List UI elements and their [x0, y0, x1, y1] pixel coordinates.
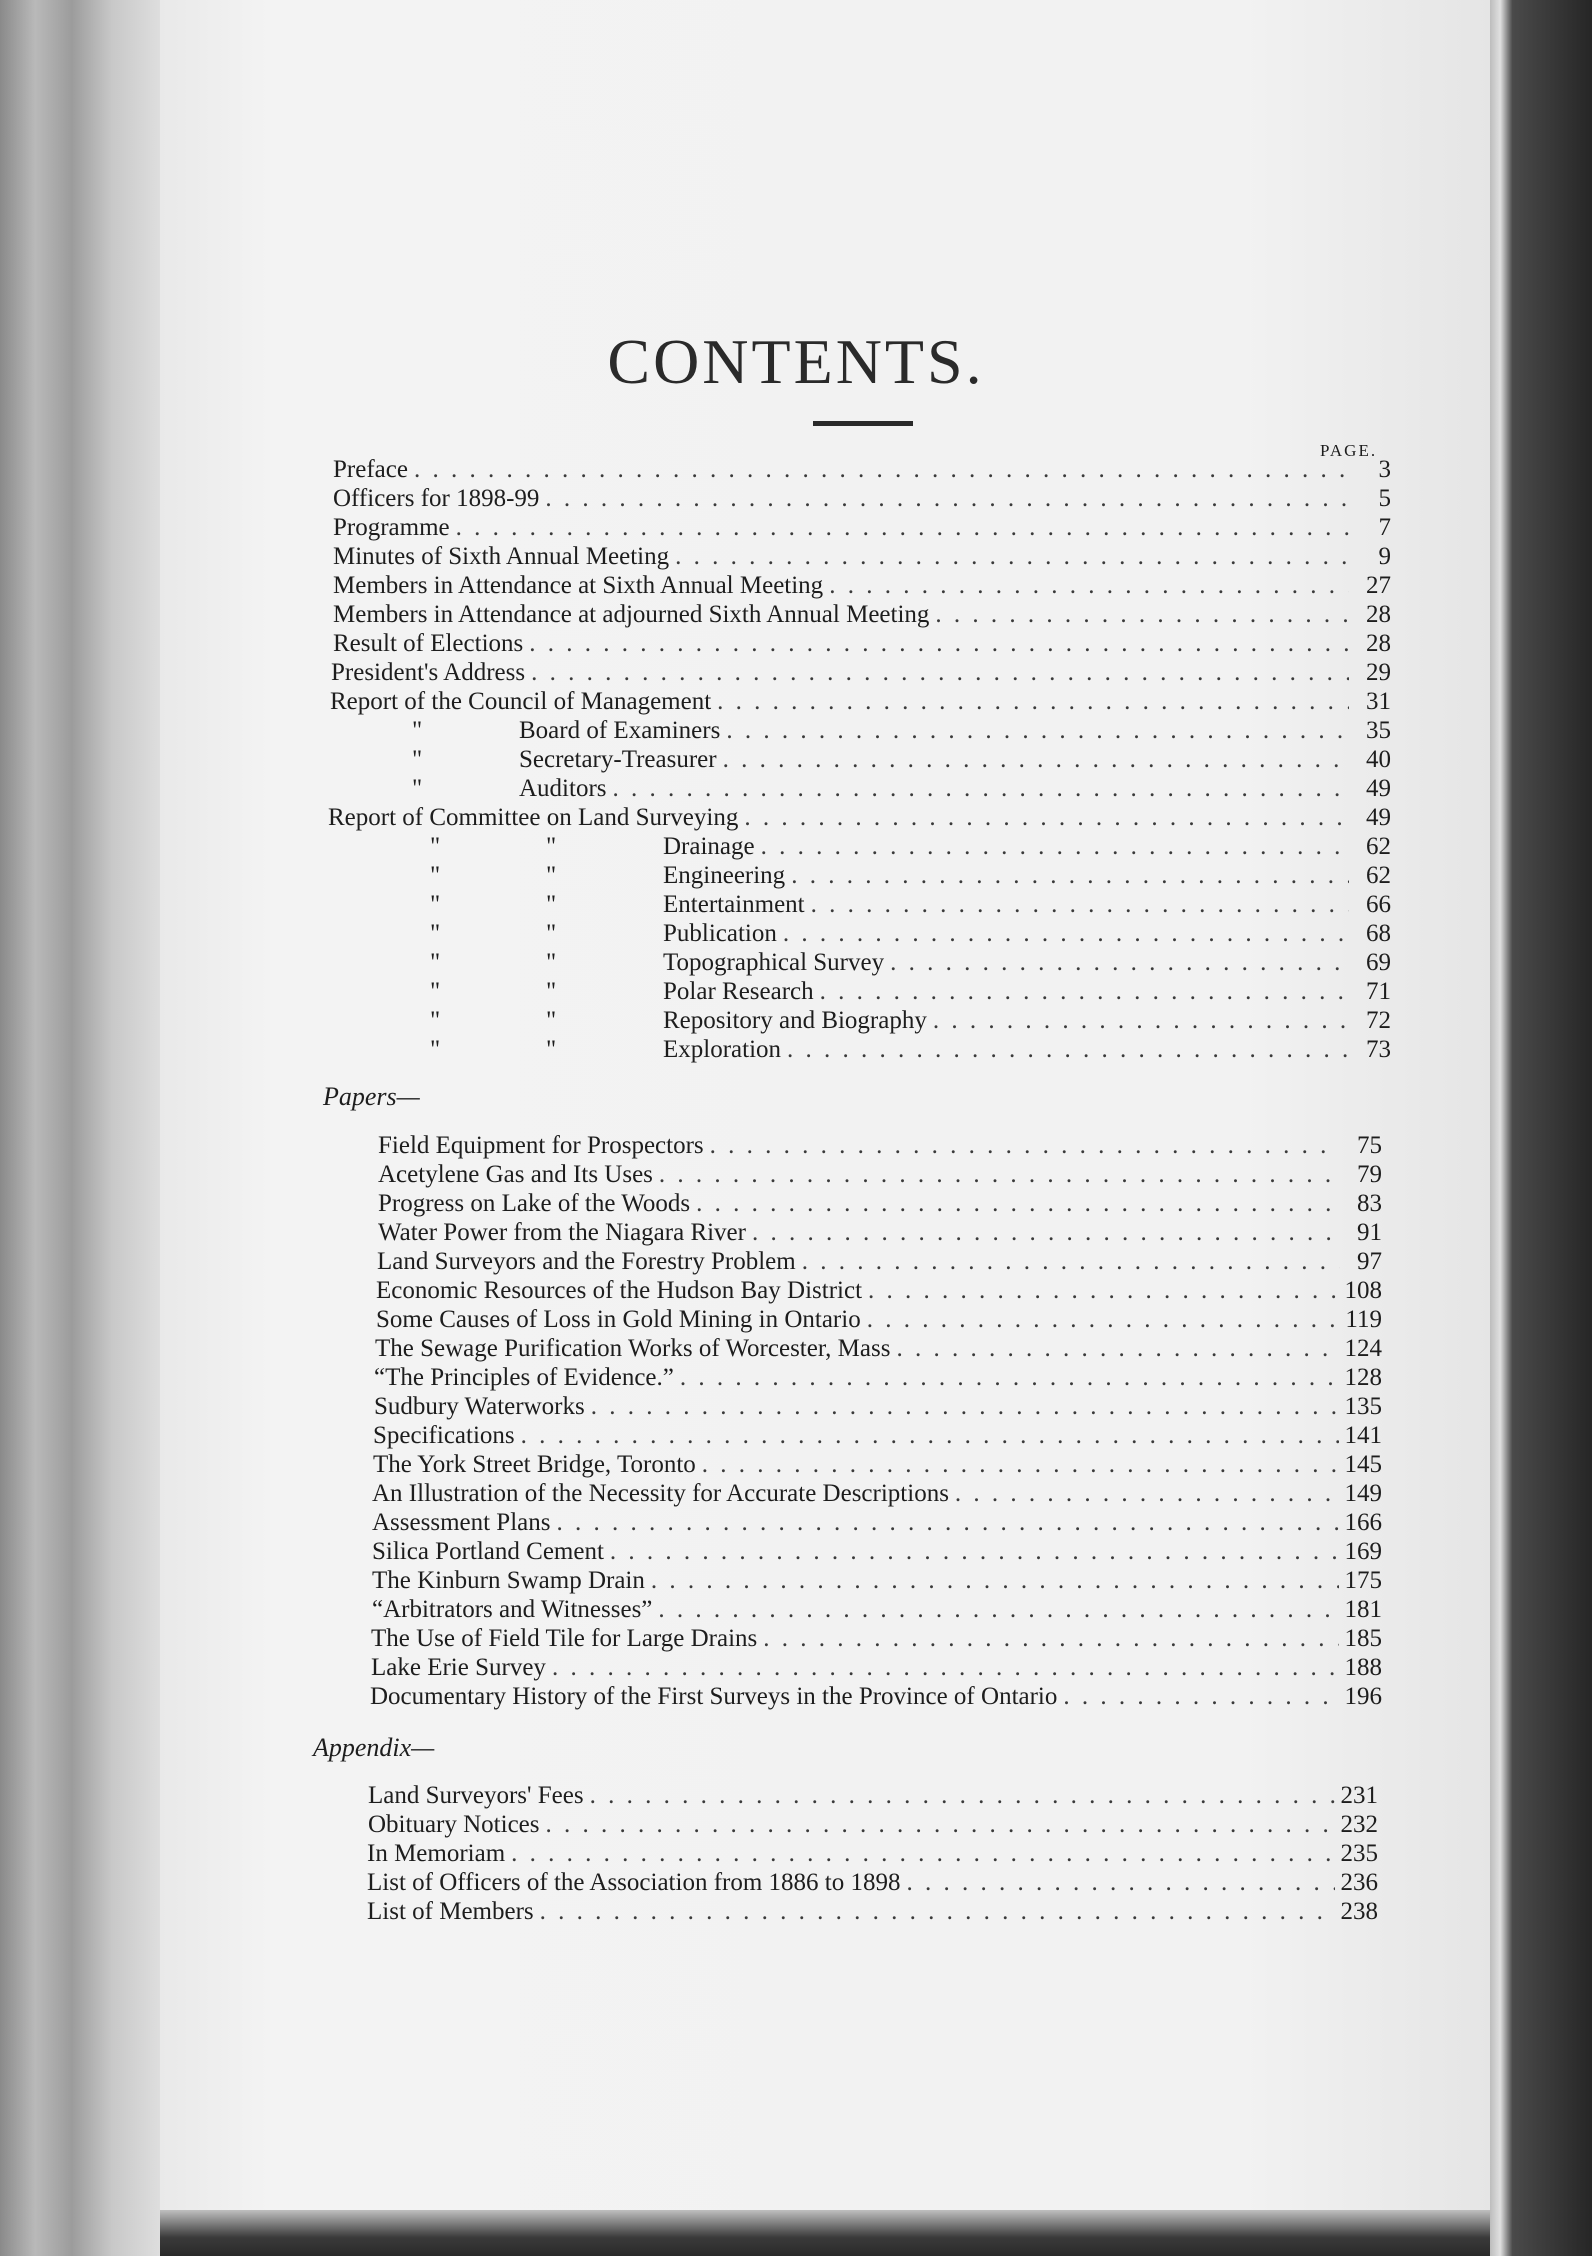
toc-entry-title: Sudbury Waterworks — [374, 1393, 585, 1420]
toc-entry-page: 40 — [1366, 746, 1391, 773]
toc-entry — [333, 571, 1391, 601]
toc-entry-title: Documentary History of the First Surveys in the Province of Ontario — [370, 1683, 1058, 1710]
toc-entry — [333, 600, 1391, 630]
ditto-mark: " — [546, 949, 557, 976]
toc-entry-page: 181 — [1344, 1596, 1382, 1623]
toc-entry-title: Land Surveyors and the Forestry Problem — [377, 1248, 796, 1275]
toc-entry — [368, 1781, 1378, 1811]
leader-dots — [763, 1624, 1338, 1654]
toc-entry-page: 28 — [1366, 601, 1391, 628]
toc-entry — [368, 1810, 1378, 1840]
toc-entry — [663, 948, 1391, 978]
toc-entry — [372, 1595, 1382, 1625]
toc-entry-page: 235 — [1340, 1840, 1378, 1867]
toc-entry-title: Secretary-Treasurer — [519, 746, 717, 773]
toc-entry-page: 28 — [1366, 630, 1391, 657]
ditto-mark: " — [430, 862, 441, 889]
leader-dots — [511, 1839, 1334, 1869]
ditto-mark: " — [546, 920, 557, 947]
leader-dots — [1063, 1682, 1338, 1712]
toc-entry — [376, 1305, 1382, 1335]
toc-entry-page: 3 — [1378, 456, 1391, 483]
toc-entry-title: Minutes of Sixth Annual Meeting — [333, 543, 670, 570]
toc-entry — [374, 1363, 1382, 1393]
toc-entry-page: 31 — [1366, 688, 1391, 715]
leader-dots — [414, 455, 1349, 485]
toc-entry-title: Some Causes of Loss in Gold Mining in Ontario — [376, 1306, 861, 1333]
leader-dots — [791, 861, 1349, 891]
toc-entry-page: 27 — [1366, 572, 1391, 599]
toc-entry-title: Repository and Biography — [663, 1007, 927, 1034]
toc-entry-title: Report of Committee on Land Surveying — [328, 804, 739, 831]
toc-entry-page: 69 — [1366, 949, 1391, 976]
leader-dots — [820, 977, 1349, 1007]
toc-entry-page: 83 — [1357, 1190, 1382, 1217]
toc-entry-title: Engineering — [663, 862, 786, 889]
toc-entry-title: Exploration — [663, 1036, 782, 1063]
ditto-mark: " — [546, 1007, 557, 1034]
toc-entry-title: Economic Resources of the Hudson Bay District — [376, 1277, 863, 1304]
leader-dots — [890, 948, 1349, 978]
ditto-mark: " — [430, 833, 441, 860]
page-column-label: PAGE. — [1320, 441, 1378, 460]
toc-entry — [367, 1839, 1378, 1869]
toc-entry-title: Topographical Survey — [663, 949, 885, 976]
toc-entry-page: 73 — [1366, 1036, 1391, 1063]
leader-dots — [521, 1421, 1339, 1451]
leader-dots — [610, 1537, 1339, 1567]
toc-entry-page: 185 — [1344, 1625, 1382, 1652]
toc-entry-page: 141 — [1344, 1422, 1382, 1449]
toc-entry — [374, 1392, 1382, 1422]
leader-dots — [529, 629, 1349, 659]
toc-entry — [367, 1897, 1378, 1927]
toc-entry — [378, 1131, 1382, 1161]
toc-entry-title: Obituary Notices — [368, 1811, 540, 1838]
toc-entry-page: 145 — [1344, 1451, 1382, 1478]
toc-entry — [330, 687, 1391, 717]
ditto-mark: " — [430, 1007, 441, 1034]
leader-dots — [752, 1218, 1340, 1248]
toc-entry-page: 196 — [1344, 1683, 1382, 1710]
ditto-mark: " — [546, 1036, 557, 1063]
toc-entry — [370, 1682, 1382, 1712]
toc-entry-page: 166 — [1344, 1509, 1382, 1536]
ditto-mark: " — [546, 891, 557, 918]
title-rule — [813, 421, 913, 426]
leader-dots — [710, 1131, 1340, 1161]
toc-entry — [663, 977, 1391, 1007]
leader-dots — [761, 832, 1349, 862]
toc-entry — [376, 1276, 1382, 1306]
toc-entry-page: 149 — [1344, 1480, 1382, 1507]
leader-dots — [717, 687, 1349, 717]
toc-entry-page: 128 — [1344, 1364, 1382, 1391]
leader-dots — [658, 1595, 1338, 1625]
toc-entry-page: 232 — [1340, 1811, 1378, 1838]
toc-entry-title: Land Surveyors' Fees — [368, 1782, 584, 1809]
toc-entry-page: 236 — [1340, 1869, 1378, 1896]
toc-entry-page: 231 — [1340, 1782, 1378, 1809]
ditto-mark: " — [412, 717, 423, 744]
toc-entry-page: 238 — [1340, 1898, 1378, 1925]
leader-dots — [613, 774, 1350, 804]
toc-entry — [371, 1653, 1382, 1683]
toc-entry — [663, 919, 1391, 949]
toc-entry-page: 35 — [1366, 717, 1391, 744]
ditto-mark: " — [546, 833, 557, 860]
toc-entry-page: 169 — [1344, 1538, 1382, 1565]
toc-entry-title: An Illustration of the Necessity for Accurate Descriptions — [372, 1480, 949, 1507]
toc-entry-page: 124 — [1344, 1335, 1382, 1362]
toc-entry — [331, 658, 1391, 688]
toc-entry-page: 79 — [1357, 1161, 1382, 1188]
leader-dots — [867, 1305, 1340, 1335]
toc-entry-title: “The Principles of Evidence.” — [374, 1364, 674, 1391]
toc-entry-page: 188 — [1344, 1654, 1382, 1681]
toc-entry-title: Water Power from the Niagara River — [378, 1219, 746, 1246]
leader-dots — [906, 1868, 1334, 1898]
toc-entry-title: Publication — [663, 920, 777, 947]
toc-entry-title: Members in Attendance at adjourned Sixth Annual Meeting — [333, 601, 930, 628]
leader-dots — [540, 1897, 1335, 1927]
ditto-mark: " — [546, 862, 557, 889]
leader-dots — [723, 745, 1349, 775]
leader-dots — [829, 571, 1349, 601]
toc-entry — [373, 1450, 1382, 1480]
leader-dots — [787, 1035, 1349, 1065]
toc-entry-title: Lake Erie Survey — [371, 1654, 546, 1681]
toc-entry — [333, 484, 1391, 514]
ditto-mark: " — [430, 891, 441, 918]
leader-dots — [744, 803, 1349, 833]
leader-dots — [556, 1508, 1338, 1538]
toc-entry-page: 66 — [1366, 891, 1391, 918]
toc-entry-title: Silica Portland Cement — [372, 1538, 604, 1565]
appendix-section-label: Appendix— — [313, 1733, 435, 1762]
toc-entry-page: 97 — [1357, 1248, 1382, 1275]
toc-entry — [333, 455, 1391, 485]
ditto-mark: " — [412, 746, 423, 773]
leader-dots — [783, 919, 1349, 949]
toc-entry — [663, 1035, 1391, 1065]
toc-entry — [378, 1189, 1382, 1219]
papers-section-label: Papers— — [323, 1082, 420, 1111]
toc-entry-title: Preface — [333, 456, 408, 483]
toc-entry-title: List of Officers of the Association from 1886 to 1898 — [367, 1869, 901, 1896]
toc-entry — [372, 1537, 1382, 1567]
toc-entry-title: The York Street Bridge, Toronto — [373, 1451, 696, 1478]
toc-entry-page: 68 — [1366, 920, 1391, 947]
leader-dots — [680, 1363, 1339, 1393]
toc-entry — [378, 1218, 1382, 1248]
toc-entry-page: 108 — [1344, 1277, 1382, 1304]
toc-entry-page: 72 — [1366, 1007, 1391, 1034]
toc-entry — [372, 1479, 1382, 1509]
toc-entry — [371, 1624, 1382, 1654]
leader-dots — [802, 1247, 1340, 1277]
ditto-mark: " — [430, 1036, 441, 1063]
page-title: CONTENTS. — [607, 326, 985, 397]
toc-entry-page: 175 — [1344, 1567, 1382, 1594]
leader-dots — [545, 1810, 1334, 1840]
toc-entry — [663, 861, 1391, 891]
toc-entry-title: President's Address — [331, 659, 526, 686]
toc-entry — [328, 803, 1391, 833]
leader-dots — [659, 1160, 1340, 1190]
toc-entry-title: Field Equipment for Prospectors — [378, 1132, 704, 1159]
toc-entry — [333, 513, 1391, 543]
toc-entry-page: 29 — [1366, 659, 1391, 686]
leader-dots — [675, 542, 1349, 572]
toc-entry-title: Acetylene Gas and Its Uses — [378, 1161, 653, 1188]
toc-entry-title: Board of Examiners — [519, 717, 721, 744]
ditto-mark: " — [546, 978, 557, 1005]
toc-entry-title: Officers for 1898-99 — [333, 485, 540, 512]
toc-entry-title: The Sewage Purification Works of Worcester, Mass — [375, 1335, 891, 1362]
toc-entry-page: 7 — [1378, 514, 1391, 541]
toc-entry-page: 5 — [1378, 485, 1391, 512]
toc-entry-page: 62 — [1366, 833, 1391, 860]
toc-entry-page: 62 — [1366, 862, 1391, 889]
leader-dots — [868, 1276, 1338, 1306]
toc-entry — [519, 716, 1391, 746]
leader-dots — [811, 890, 1349, 920]
toc-entry — [519, 774, 1391, 804]
toc-entry — [373, 1421, 1382, 1451]
toc-entry-title: Report of the Council of Management — [330, 688, 712, 715]
toc-entry-title: Polar Research — [663, 978, 814, 1005]
toc-entry-page: 135 — [1344, 1393, 1382, 1420]
leader-dots — [696, 1189, 1340, 1219]
leader-dots — [935, 600, 1349, 630]
toc-entry-page: 49 — [1366, 804, 1391, 831]
toc-entry — [372, 1508, 1382, 1538]
ditto-mark: " — [430, 920, 441, 947]
toc-entry-title: Auditors — [519, 775, 607, 802]
toc-entry-page: 91 — [1357, 1219, 1382, 1246]
leader-dots — [651, 1566, 1339, 1596]
toc-entry-title: The Use of Field Tile for Large Drains — [371, 1625, 758, 1652]
toc-entry-page: 49 — [1366, 775, 1391, 802]
toc-entry — [663, 1006, 1391, 1036]
toc-entry-title: Specifications — [373, 1422, 515, 1449]
toc-entry — [333, 629, 1391, 659]
toc-entry-title: Members in Attendance at Sixth Annual Meeting — [333, 572, 824, 599]
toc-entry-title: The Kinburn Swamp Drain — [372, 1567, 645, 1594]
ditto-mark: " — [430, 978, 441, 1005]
toc-entry-title: Entertainment — [663, 891, 805, 918]
toc-entry-title: Progress on Lake of the Woods — [378, 1190, 691, 1217]
ditto-mark: " — [412, 775, 423, 802]
leader-dots — [702, 1450, 1339, 1480]
leader-dots — [531, 658, 1349, 688]
toc-entry-title: Drainage — [663, 833, 755, 860]
toc-entry-page: 71 — [1366, 978, 1391, 1005]
toc-entry-title: Programme — [333, 514, 450, 541]
toc-entry — [333, 542, 1391, 572]
leader-dots — [896, 1334, 1338, 1364]
leader-dots — [726, 716, 1349, 746]
toc-entry-title: In Memoriam — [367, 1840, 506, 1867]
toc-entry-page: 9 — [1378, 543, 1391, 570]
toc-entry-title: Assessment Plans — [372, 1509, 551, 1536]
leader-dots — [933, 1006, 1349, 1036]
ditto-mark: " — [430, 949, 441, 976]
toc-entry — [378, 1160, 1382, 1190]
leader-dots — [955, 1479, 1339, 1509]
toc-entry-page: 75 — [1357, 1132, 1382, 1159]
toc-entry — [372, 1566, 1382, 1596]
toc-entry — [367, 1868, 1378, 1898]
toc-entry-title: “Arbitrators and Witnesses” — [372, 1596, 653, 1623]
toc-entry-title: Result of Elections — [333, 630, 524, 657]
toc-entry — [519, 745, 1391, 775]
leader-dots — [545, 484, 1349, 514]
leader-dots — [456, 513, 1349, 543]
toc-entry — [663, 832, 1391, 862]
page-bottom-edge — [160, 2210, 1490, 2256]
toc-entry — [375, 1334, 1382, 1364]
toc-entry — [377, 1247, 1382, 1277]
toc-entry-page: 119 — [1345, 1306, 1382, 1333]
toc-entry — [663, 890, 1391, 920]
toc-entry-title: List of Members — [367, 1898, 534, 1925]
leader-dots — [591, 1392, 1339, 1422]
leader-dots — [590, 1781, 1335, 1811]
leader-dots — [552, 1653, 1339, 1683]
